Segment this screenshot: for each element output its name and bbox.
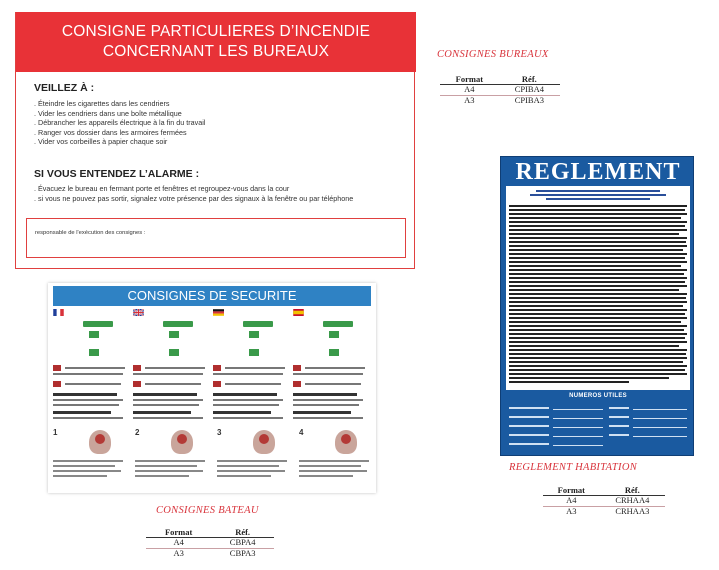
first-aid-sign-icon bbox=[249, 349, 259, 356]
life-jacket-icon bbox=[259, 434, 269, 444]
bureaux-title-line1: CONSIGNE PARTICULIERES D’INCENDIE bbox=[61, 23, 371, 40]
table-cell: A3 bbox=[464, 94, 475, 105]
list-item: . Débrancher les appareils électrique à la fin du travail bbox=[34, 118, 205, 128]
alarme-list bbox=[34, 184, 353, 203]
exit-arrow-icon bbox=[83, 321, 113, 327]
numeros-utiles-label: NUMEROS UTILES bbox=[569, 393, 627, 399]
responsable-box bbox=[26, 218, 406, 258]
exit-sign-icon bbox=[169, 331, 179, 338]
first-aid-sign-icon bbox=[89, 349, 99, 356]
exit-sign-icon bbox=[249, 331, 259, 338]
table-header-row bbox=[146, 527, 274, 538]
table-cell: CRHAA3 bbox=[615, 505, 650, 516]
table-header: Réf. bbox=[499, 74, 560, 85]
table-row bbox=[146, 538, 274, 549]
bureaux-title-line2: CONCERNANT LES BUREAUX bbox=[102, 43, 330, 60]
table-cell: A3 bbox=[173, 547, 184, 558]
step-number: 3 bbox=[217, 428, 222, 437]
table-cell: CBPA4 bbox=[211, 538, 274, 549]
fire-extinguisher-icon bbox=[213, 365, 221, 371]
table-row bbox=[543, 506, 665, 516]
table-header: Format bbox=[440, 74, 499, 85]
table-cell: CPIBA4 bbox=[499, 85, 560, 96]
exit-sign-icon bbox=[329, 331, 339, 338]
reglement-habitation-caption: REGLEMENT HABITATION bbox=[509, 462, 638, 473]
reglement-habitation-table bbox=[543, 485, 665, 516]
veillez-list bbox=[34, 99, 205, 147]
table-cell: CRHAA4 bbox=[600, 496, 665, 507]
table-cell: CBPA3 bbox=[229, 547, 256, 558]
veillez-heading: VEILLEZ À : bbox=[34, 82, 95, 94]
fire-extinguisher-icon bbox=[133, 365, 141, 371]
alarm-icon bbox=[213, 381, 221, 387]
safety-step-3 bbox=[215, 428, 297, 486]
table-header: Réf. bbox=[600, 485, 665, 496]
exit-arrow-icon bbox=[323, 321, 353, 327]
language-column-en bbox=[131, 309, 209, 427]
uk-flag-icon bbox=[133, 309, 144, 316]
alarm-icon bbox=[293, 381, 301, 387]
fire-extinguisher-icon bbox=[293, 365, 301, 371]
table-header: Format bbox=[146, 527, 211, 538]
table-cell: CPIBA3 bbox=[514, 94, 544, 105]
exit-arrow-icon bbox=[163, 321, 193, 327]
french-flag-icon bbox=[53, 309, 64, 316]
language-column-de bbox=[211, 309, 289, 427]
table-cell: A3 bbox=[566, 505, 577, 516]
reglement-poster[interactable] bbox=[500, 156, 694, 456]
life-jacket-icon bbox=[177, 434, 187, 444]
step-number: 2 bbox=[135, 428, 140, 437]
list-item: . Évacuez le bureau en fermant porte et fenêtres et regroupez-vous dans la cour bbox=[34, 184, 353, 194]
list-item: . Vider vos corbeilles à papier chaque soir bbox=[34, 137, 205, 147]
table-header: Format bbox=[543, 485, 600, 496]
table-row bbox=[146, 548, 274, 558]
responsable-label: responsable de l'exécution des consignes : bbox=[35, 230, 146, 236]
consignes-bureaux-table bbox=[440, 74, 560, 105]
reglement-poster-title: REGLEMENT bbox=[515, 159, 681, 185]
language-column-fr bbox=[51, 309, 129, 427]
table-header-row bbox=[440, 74, 560, 85]
consignes-bureaux-caption: CONSIGNES BUREAUX bbox=[437, 49, 549, 60]
safety-step-4 bbox=[297, 428, 379, 486]
consignes-bateau-caption: CONSIGNES BATEAU bbox=[156, 505, 259, 516]
first-aid-sign-icon bbox=[329, 349, 339, 356]
safety-step-2 bbox=[133, 428, 215, 486]
securite-poster-header: CONSIGNES DE SECURITE bbox=[53, 286, 371, 306]
table-header: Réf. bbox=[211, 527, 274, 538]
table-row bbox=[440, 95, 560, 105]
alarm-icon bbox=[53, 381, 61, 387]
exit-sign-icon bbox=[89, 331, 99, 338]
table-cell: A4 bbox=[146, 538, 211, 549]
table-cell: A4 bbox=[440, 85, 499, 96]
life-jacket-icon bbox=[95, 434, 105, 444]
alarme-heading: SI VOUS ENTENDEZ L’ALARME : bbox=[34, 168, 200, 180]
language-column-es bbox=[291, 309, 369, 427]
table-row bbox=[543, 496, 665, 507]
list-item: . si vous ne pouvez pas sortir, signalez votre présence par des signaux à la fenêtre ou par téléphone bbox=[34, 194, 353, 204]
list-item: . Vider les cendriers dans une boîte métallique bbox=[34, 109, 205, 119]
bureaux-poster-header bbox=[16, 12, 416, 72]
alarm-icon bbox=[133, 381, 141, 387]
consignes-bateau-table bbox=[146, 527, 274, 558]
german-flag-icon bbox=[213, 309, 224, 316]
first-aid-sign-icon bbox=[169, 349, 179, 356]
list-item: . Éteindre les cigarettes dans les cendriers bbox=[34, 99, 205, 109]
life-jacket-icon bbox=[341, 434, 351, 444]
spanish-flag-icon bbox=[293, 309, 304, 316]
bureaux-poster[interactable] bbox=[15, 12, 415, 269]
safety-step-1 bbox=[51, 428, 133, 486]
table-header-row bbox=[543, 485, 665, 496]
table-cell: A4 bbox=[543, 496, 600, 507]
table-row bbox=[440, 85, 560, 96]
exit-arrow-icon bbox=[243, 321, 273, 327]
fire-extinguisher-icon bbox=[53, 365, 61, 371]
list-item: . Ranger vos dossier dans les armoires fermées bbox=[34, 128, 205, 138]
securite-poster[interactable] bbox=[48, 283, 376, 493]
step-number: 4 bbox=[299, 428, 304, 437]
reglement-body-text bbox=[506, 186, 690, 390]
step-number: 1 bbox=[53, 428, 58, 437]
